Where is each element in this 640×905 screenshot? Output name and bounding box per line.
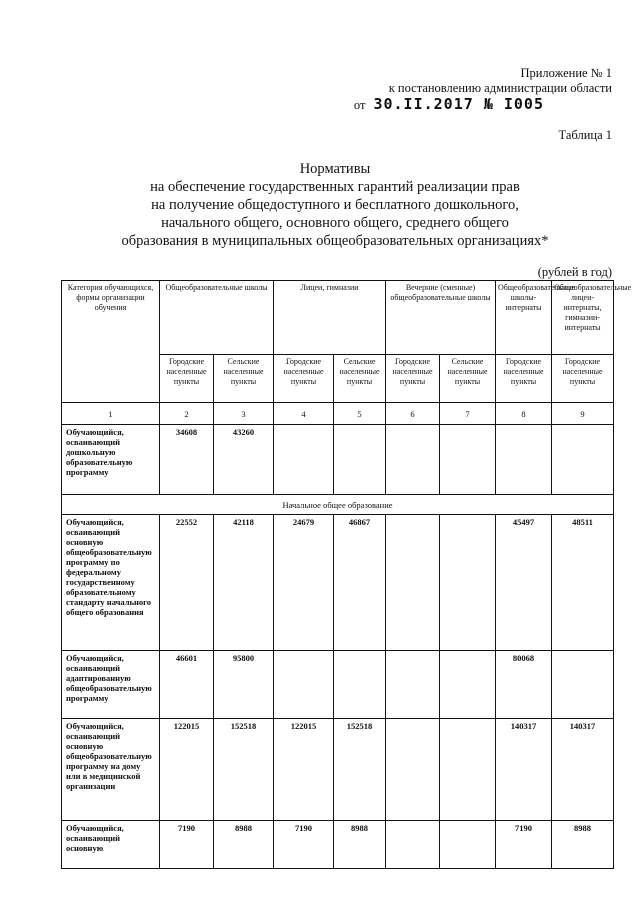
cell-value — [334, 651, 386, 719]
header-rural: Сельские населенные пункты — [440, 355, 496, 403]
column-number: 6 — [386, 403, 440, 425]
header-urban: Городские населенные пункты — [274, 355, 334, 403]
cell-value: 45497 — [496, 515, 552, 651]
cell-value: 22552 — [160, 515, 214, 651]
cell-value: 8988 — [214, 821, 274, 869]
table-row — [62, 515, 614, 651]
table-row — [62, 651, 614, 719]
cell-value: 46867 — [334, 515, 386, 651]
cell-value — [386, 515, 440, 651]
cell-value: 7190 — [496, 821, 552, 869]
cell-value — [334, 425, 386, 495]
title-line-5: образования в муниципальных общеобразовательных организациях* — [121, 233, 549, 249]
cell-value: 8988 — [552, 821, 614, 869]
cell-value — [552, 651, 614, 719]
column-number-row — [62, 403, 614, 425]
title-line-4: начального общего, основного общего, среднего общего — [161, 215, 509, 231]
cell-value — [440, 651, 496, 719]
decree-reference: к постановлению администрации области — [388, 81, 612, 95]
cell-value — [386, 821, 440, 869]
header-group-lyceums: Лицеи, гимназии — [274, 281, 386, 355]
header-urban: Городские населенные пункты — [552, 355, 614, 403]
cell-value: 46601 — [160, 651, 214, 719]
column-number: 4 — [274, 403, 334, 425]
header-group-lyceum-boarding: Общеобразовательные лицеи-интернаты, гимназии-интернаты — [552, 281, 614, 355]
cell-value — [440, 821, 496, 869]
cell-value: 48511 — [552, 515, 614, 651]
cell-value — [386, 425, 440, 495]
cell-value — [496, 425, 552, 495]
cell-value: 24679 — [274, 515, 334, 651]
table-row — [62, 719, 614, 821]
title-line-3: на получение общедоступного и бесплатного дошкольного, — [151, 197, 519, 213]
document-title — [60, 160, 610, 250]
section-row — [62, 495, 614, 515]
cell-value: 7190 — [160, 821, 214, 869]
cell-value — [274, 425, 334, 495]
column-number: 8 — [496, 403, 552, 425]
table-label: Таблица 1 — [558, 128, 612, 142]
cell-value: 122015 — [274, 719, 334, 821]
row-category: Обучающийся, осваивающий основную общеобразовательную программу по федеральному государственному образовательному стандарту начального общего образования — [62, 515, 160, 651]
table-row — [62, 425, 614, 495]
header-urban: Городские населенные пункты — [386, 355, 440, 403]
title-line-2: на обеспечение государственных гарантий реализации прав — [150, 179, 520, 195]
cell-value: 80068 — [496, 651, 552, 719]
header-rural: Сельские населенные пункты — [214, 355, 274, 403]
date-prefix: от — [353, 98, 366, 112]
cell-value — [552, 425, 614, 495]
header-group-schools: Общеобразовательные школы — [160, 281, 274, 355]
cell-value: 8988 — [334, 821, 386, 869]
section-title: Начальное общее образование — [62, 495, 614, 515]
cell-value — [386, 651, 440, 719]
title-line-1: Нормативы — [299, 161, 371, 177]
cell-value: 152518 — [214, 719, 274, 821]
header-category: Категория обучающихся, формы организации обучения — [62, 281, 160, 403]
header-row-groups — [62, 281, 614, 355]
cell-value: 7190 — [274, 821, 334, 869]
cell-value: 140317 — [552, 719, 614, 821]
column-number: 2 — [160, 403, 214, 425]
column-number: 9 — [552, 403, 614, 425]
header-group-boarding: Общеобразовательные школы-интернаты — [496, 281, 552, 355]
column-number: 1 — [62, 403, 160, 425]
header-urban: Городские населенные пункты — [496, 355, 552, 403]
cell-value: 122015 — [160, 719, 214, 821]
units-label: (рублей в год) — [537, 265, 612, 279]
column-number: 3 — [214, 403, 274, 425]
decree-date — [354, 95, 544, 113]
column-number: 5 — [334, 403, 386, 425]
header-rural: Сельские населенные пункты — [334, 355, 386, 403]
date-number: 30.II.2017 № I005 — [373, 95, 544, 113]
header-urban: Городские населенные пункты — [160, 355, 214, 403]
row-category: Обучающийся, осваивающий основную — [62, 821, 160, 869]
column-number: 7 — [440, 403, 496, 425]
header-group-evening: Вечерние (сменные) общеобразовательные школы — [386, 281, 496, 355]
table-row — [62, 821, 614, 869]
cell-value — [440, 515, 496, 651]
cell-value: 42118 — [214, 515, 274, 651]
cell-value — [386, 719, 440, 821]
norms-table — [61, 280, 632, 869]
row-category: Обучающийся, осваивающий адаптированную общеобразовательную программу — [62, 651, 160, 719]
cell-value — [440, 719, 496, 821]
cell-value — [440, 425, 496, 495]
row-category: Обучающийся, осваивающий основную общеобразовательную программу на дому или в медицинской организации — [62, 719, 160, 821]
cell-value — [274, 651, 334, 719]
appendix-label: Приложение № 1 — [520, 66, 612, 80]
cell-value: 43260 — [214, 425, 274, 495]
cell-value: 152518 — [334, 719, 386, 821]
cell-value: 140317 — [496, 719, 552, 821]
cell-value: 95800 — [214, 651, 274, 719]
row-category: Обучающийся, осваивающий дошкольную образовательную программу — [62, 425, 160, 495]
cell-value: 34608 — [160, 425, 214, 495]
